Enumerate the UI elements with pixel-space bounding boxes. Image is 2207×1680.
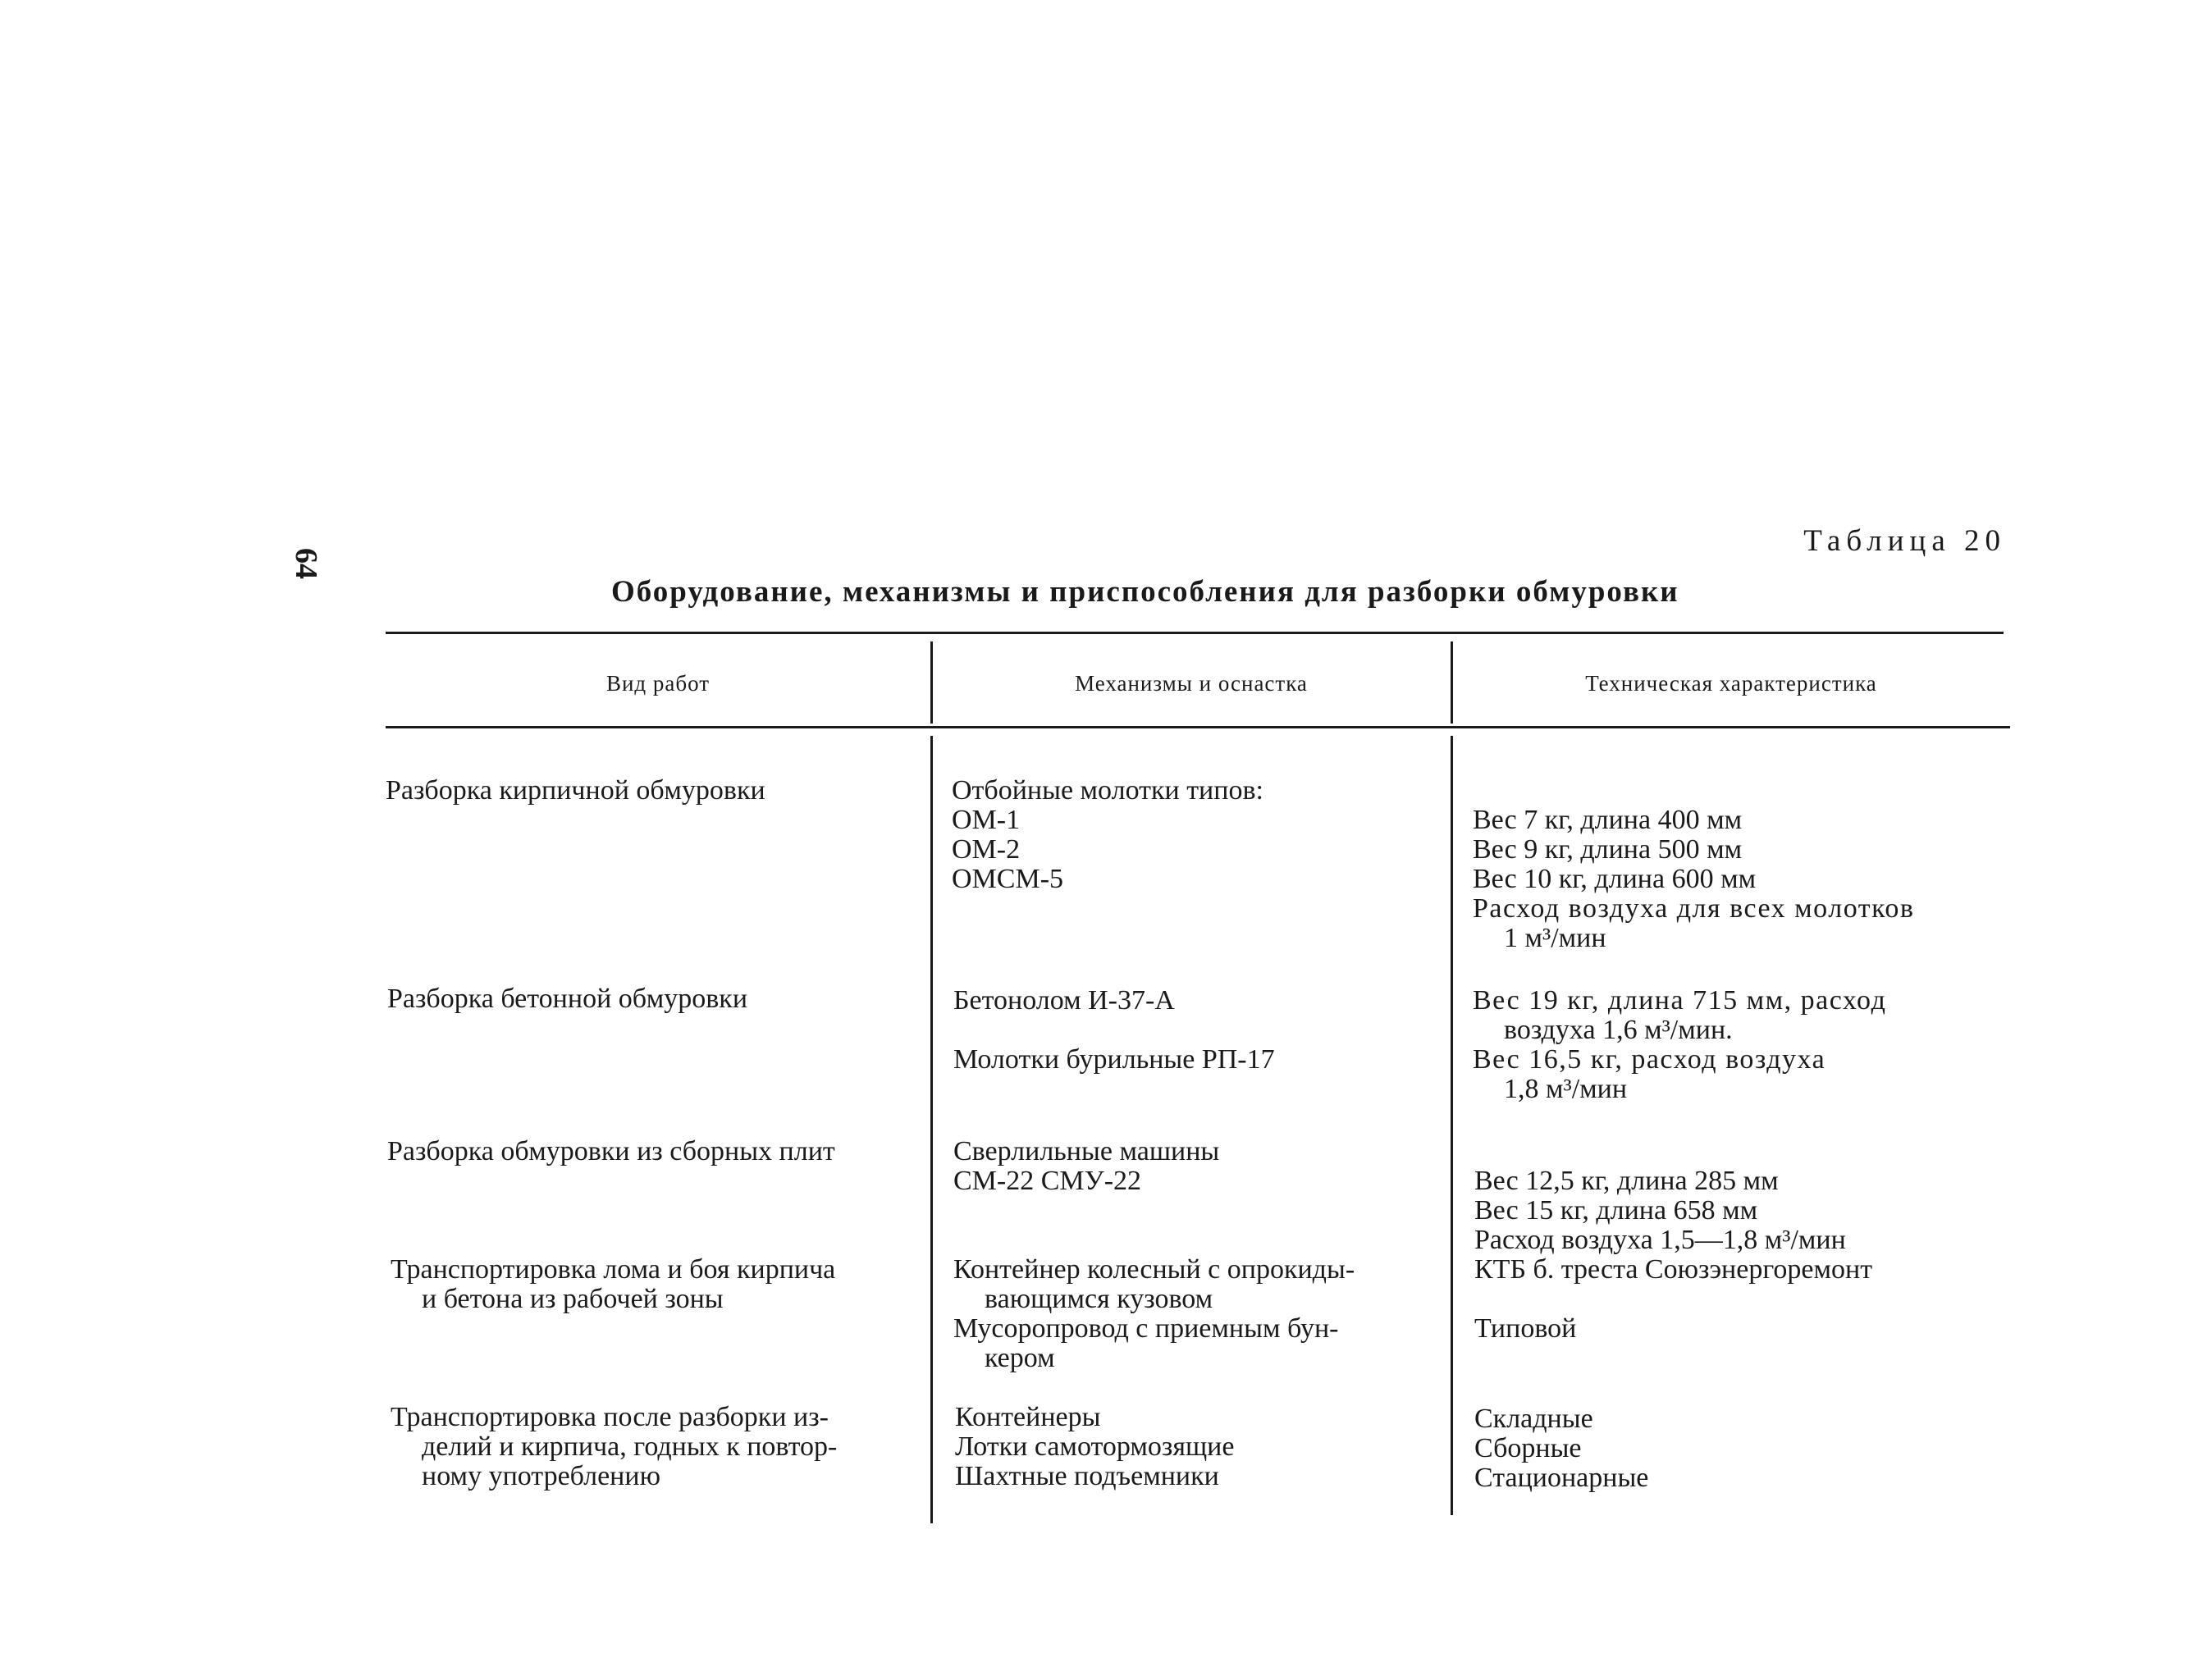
mechanism-text: Контейнеры <box>955 1402 1101 1432</box>
work-text: Транспортировка после разборки из- <box>391 1402 829 1432</box>
spec-text: Вес 15 кг, длина 658 мм <box>1474 1195 1758 1226</box>
work-text: и бетона из рабочей зоны <box>422 1284 724 1314</box>
table-row <box>953 1137 1219 1196</box>
spec-text: Вес 10 кг, длина 600 мм <box>1473 864 1757 894</box>
spec-text: Типовой <box>1474 1313 1577 1344</box>
mechanism-text: СМ-22 СМУ-22 <box>953 1166 1142 1196</box>
table-row <box>1473 986 1886 1104</box>
work-text: Разборка бетонной обмуровки <box>387 984 748 1014</box>
spec-text: 1 м³/мин <box>1504 923 1606 953</box>
mechanism-text: Лотки самотормозящие <box>955 1431 1235 1462</box>
spec-text: КТБ б. треста Союзэнергоремонт <box>1474 1254 1873 1285</box>
spec-text: 1,8 м³/мин <box>1504 1074 1628 1104</box>
spec-text: Вес 19 кг, длина 715 мм, расход <box>1473 985 1887 1016</box>
work-text: Транспортировка лома и боя кирпича <box>391 1254 836 1285</box>
header-bottom-rule <box>386 726 2010 728</box>
spec-text: воздуха 1,6 м³/мин. <box>1504 1015 1733 1045</box>
table-row <box>386 776 765 806</box>
column-header-work: Вид работ <box>605 671 711 696</box>
table-row <box>1474 1404 1648 1493</box>
table-row <box>391 1255 835 1314</box>
work-text: ному употреблению <box>422 1461 660 1491</box>
mechanism-text: Отбойные молотки типов: <box>952 775 1263 806</box>
table-label: Таблица 20 <box>1803 524 2006 558</box>
mechanism-text: Бетонолом И-37-А <box>953 985 1175 1016</box>
mechanism-text: Мусоропровод с приемным бун- <box>953 1313 1339 1344</box>
spec-text: Вес 9 кг, длина 500 мм <box>1473 834 1743 865</box>
column-divider <box>930 736 933 1523</box>
spec-text: Вес 16,5 кг, расход воздуха <box>1473 1044 1826 1075</box>
spec-text: Сборные <box>1474 1433 1582 1463</box>
work-text: Разборка кирпичной обмуровки <box>386 775 765 806</box>
table-row <box>391 1403 837 1491</box>
spec-text: Стационарные <box>1474 1463 1649 1493</box>
table-row <box>952 776 1263 894</box>
mechanism-text: Шахтные подъемники <box>955 1461 1219 1491</box>
table-row <box>387 984 747 1014</box>
table-row <box>953 986 1275 1075</box>
spec-text: Расход воздуха 1,5—1,8 м³/мин <box>1474 1225 1846 1255</box>
mechanism-text: ОМ-2 <box>952 834 1021 865</box>
spec-text: Расход воздуха для всех молотков <box>1473 893 1915 924</box>
column-header-specs: Техническая характеристика <box>1585 671 1877 696</box>
table-row <box>955 1403 1234 1491</box>
mechanism-text: Сверлильные машины <box>953 1136 1220 1166</box>
column-divider <box>1451 736 1453 1515</box>
header-top-rule <box>386 632 2004 634</box>
mechanism-text: вающимся кузовом <box>985 1284 1213 1314</box>
work-text: Разборка обмуровки из сборных плит <box>387 1136 835 1166</box>
table-row <box>953 1255 1355 1373</box>
mechanism-text: кером <box>985 1343 1055 1373</box>
page-number: 64 <box>289 548 323 579</box>
mechanism-text: Молотки бурильные РП-17 <box>953 1044 1275 1075</box>
table-row <box>387 1137 835 1166</box>
table-row <box>1474 1166 1846 1255</box>
column-header-mechanisms: Механизмы и оснастка <box>1075 671 1308 696</box>
table-row <box>1474 1255 1872 1344</box>
mechanism-text: ОМСМ-5 <box>952 864 1064 894</box>
mechanism-text: ОМ-1 <box>952 805 1021 835</box>
spec-text: Вес 7 кг, длина 400 мм <box>1473 805 1743 835</box>
page-title: Оборудование, механизмы и приспособления для разборки обмуровки <box>611 575 1679 609</box>
spec-text: Вес 12,5 кг, длина 285 мм <box>1474 1166 1779 1196</box>
spec-text: Складные <box>1474 1404 1593 1434</box>
mechanism-text: Контейнер колесный с опрокиды- <box>953 1254 1355 1285</box>
table-row <box>1473 806 1914 953</box>
work-text: делий и кирпича, годных к повтор- <box>422 1431 838 1462</box>
